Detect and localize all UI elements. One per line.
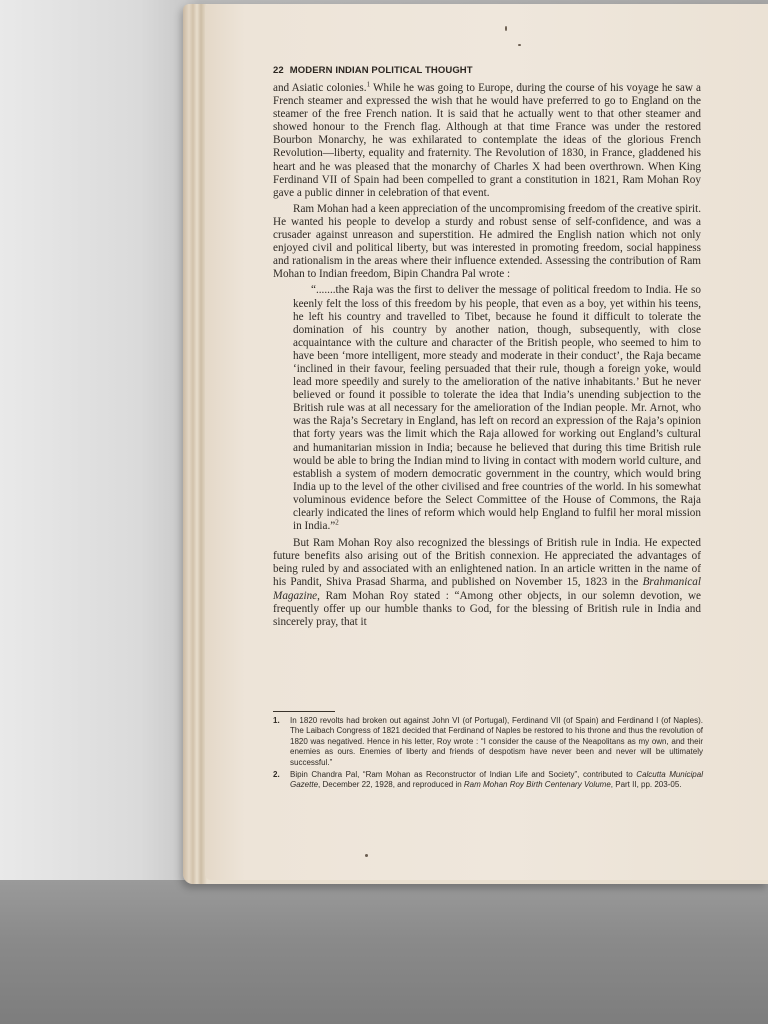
paper-speck <box>505 26 507 31</box>
paper-speck <box>365 854 368 857</box>
footnote-number: 1. <box>273 716 280 725</box>
footnote <box>273 716 703 768</box>
paragraph <box>273 537 701 629</box>
footnote-text <box>290 770 703 791</box>
footnote-ref: 2 <box>335 518 339 527</box>
italic-title: Brahmanical Magazine <box>273 576 701 602</box>
paragraph <box>273 82 701 200</box>
text-run: While he was going to Europe, during the course of his voyage he saw a French steamer and expressed the wish that he would have preferred to go to England on the steamer of the free French nation. It is said that he actually went to that other steamer and showed honour to the French flag. Although at that time France was under the restored Bourbon Monarchy, he was exhilarated to contemplate the ideas of the glorious French Revolution—liberty, equality and fraternity. The Revolution of 1830, in France, gladdened his heart and he was pleased that the monarchy of Charles X had been overthrown. When King Ferdinand VII of Spain had been compelled to grant a constitution in 1821, Ram Mohan Roy gave a public dinner in celebration of that event. <box>273 82 701 199</box>
text-run: In 1820 revolts had broken out against John VI (of Portugal), Ferdinand VII (of Spain) and Ferdinand I (of Naples). The Laibach Congress of 1821 decided that Ferdinand of Naples be restored to his throne and thus the revolution of 1820 was negatived. Hence in his letter, Roy wrote : “I consider the cause of the Neapolitans as my own, and their enemies as ours. Enemies of liberty and friends of despotism have never been and never will be ultimately successful.” <box>290 716 703 767</box>
text-run: and Asiatic colonies. <box>273 82 367 94</box>
footnote-text <box>290 716 703 768</box>
running-head-title: MODERN INDIAN POLITICAL THOUGHT <box>289 65 473 76</box>
footnote-ref: 1 <box>366 80 371 89</box>
text-run: “.......the Raja was the first to deliver the message of political freedom to India. He so keenly felt the loss of this freedom by his people, that even as a boy, yet within his teens, he left his country and travelled to Tibet, because he found it difficult to tolerate the domination of his country by another nation, though, subsequently, with close acquaintance with the culture and character of the British people, who seemed to him to have been ‘more intelligent, more steady and moderate in their conduct’, the Raja became ‘inclined in their favour, feeling persuaded that their rule, though a foreign yoke, would lead more speedily and surely to the amelioration of the native inhabitants.’ But he never believed or found it possible to tolerate the idea that India’s unending subjection to the British rule was at all necessary for the amelioration of the Indian people. Mr. Arnot, who was the Raja’s Secretary in England, has left on record an expression of the Raja’s opinion that forty years was the limit which the Raja allowed for working out England’s cultural and humanitarian mission in India; because he believed that during this time British rule would be able to bring the Indian mind to living in contact with modern world culture, and establish a system of modern democratic government in the country, which would bring India up to the level of the other civilised and free countries of the world. In his somewhat voluminous evidence before the Select Committee of the House of Commons, the Raja clearly indicated the lines of reform which would help England to fulfil her moral mission in India.” <box>293 284 701 533</box>
footnote-rule <box>273 711 335 712</box>
footnote <box>273 770 703 791</box>
text-run: , Part II, pp. 203-05. <box>610 780 682 790</box>
running-head <box>273 65 473 76</box>
body-text <box>273 82 701 632</box>
table-surface <box>0 880 768 1024</box>
text-run: Bipin Chandra Pal, “Ram Mohan as Reconstructor of Indian Life and Society”, contributed to <box>290 770 637 780</box>
paragraph <box>273 203 701 282</box>
paper-speck <box>518 44 521 46</box>
text-run: Ram Mohan had a keen appreciation of the uncompromising freedom of the creative spirit. He wanted his people to develop a sturdy and robust sense of self-confidence, and was a crusader against unreason and superstition. He admired the English nation which not only enjoyed civil and political liberty, but was interested in promoting freedom, social happiness and rationalism in the areas where their influence extended. Assessing the contribution of Ram Mohan to Indian freedom, Bipin Chandra Pal wrote : <box>273 202 701 281</box>
block-quote <box>293 284 701 533</box>
text-run: , Ram Mohan Roy stated : “Among other objects, in our solemn devotion, we frequently offer up our humble thanks to God, for the blessing of British rule in India and sincerely pray, that it <box>273 589 701 628</box>
book-page <box>205 4 768 880</box>
italic-title: Ram Mohan Roy Birth Centenary Volume <box>463 780 611 790</box>
text-run: But Ram Mohan Roy also recognized the blessings of British rule in India. He expected future benefits also arising out of the British connexion. He appreciated the advantages of being ruled by and associated with an enlightened nation. In an article written in the name of his Pandit, Shiva Prasad Sharma, and published on November 15, 1823 in the <box>273 537 701 589</box>
italic-title: Calcutta Municipal Gazette <box>290 770 703 790</box>
text-run: , December 22, 1928, and reproduced in <box>318 780 464 790</box>
page-number: 22 <box>273 65 284 76</box>
footnote-number: 2. <box>273 770 280 780</box>
footnotes <box>273 716 703 793</box>
